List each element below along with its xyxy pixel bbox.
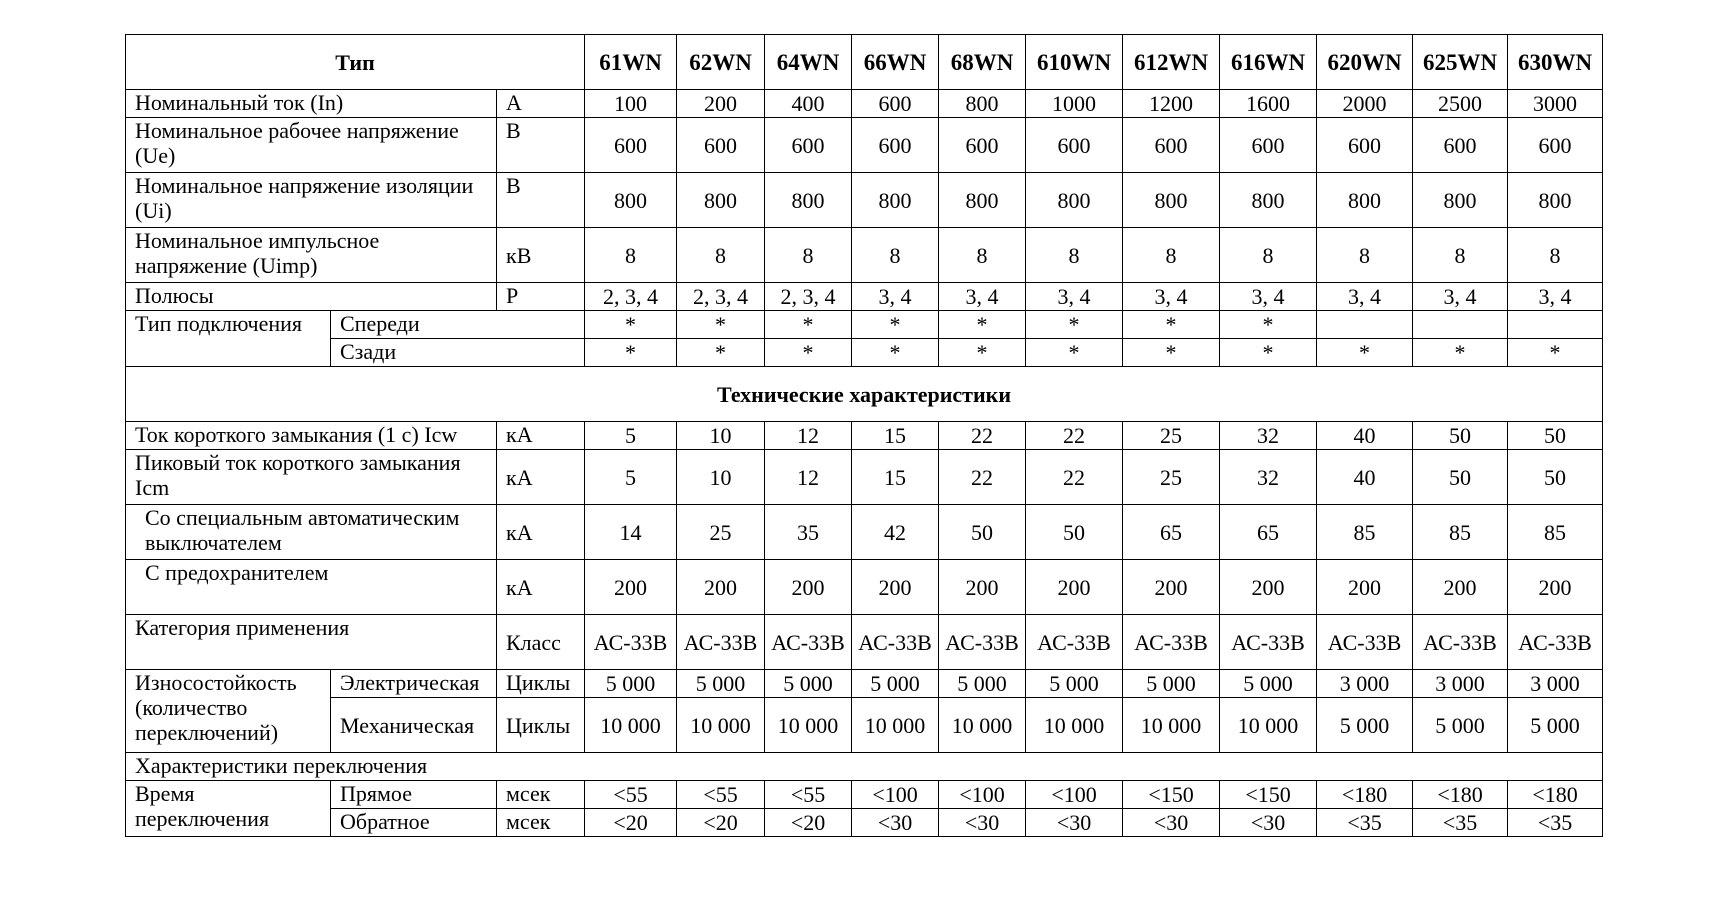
value-cell: 50	[939, 505, 1026, 560]
model-header: 66WN	[852, 35, 939, 90]
value-cell: 800	[1026, 173, 1123, 228]
table-row	[126, 339, 1603, 367]
value-cell: 5 000	[852, 670, 939, 698]
value-cell: 35	[765, 505, 852, 560]
value-cell: 2, 3, 4	[585, 283, 677, 311]
value-cell: <55	[677, 781, 765, 809]
row-label: Износостойкость (количество переключений)	[126, 670, 331, 753]
value-cell: <100	[852, 781, 939, 809]
value-cell: 40	[1317, 422, 1413, 450]
value-cell: 10	[677, 422, 765, 450]
value-cell: 25	[1123, 450, 1220, 505]
value-cell: 10 000	[1220, 698, 1317, 753]
value-cell: 2500	[1413, 90, 1508, 118]
value-cell: <55	[585, 781, 677, 809]
table-row	[126, 311, 1603, 339]
value-cell: 50	[1026, 505, 1123, 560]
table-row	[126, 118, 1603, 173]
value-cell: 50	[1508, 422, 1603, 450]
value-cell: 10 000	[852, 698, 939, 753]
value-cell: 8	[852, 228, 939, 283]
value-cell: <35	[1413, 809, 1508, 837]
unit-cell: кА	[497, 505, 585, 560]
unit-cell: Класс	[497, 615, 585, 670]
value-cell: 200	[1026, 560, 1123, 615]
header-row	[126, 35, 1603, 90]
value-cell: 3 000	[1413, 670, 1508, 698]
value-cell: 200	[1123, 560, 1220, 615]
value-cell: 800	[939, 90, 1026, 118]
value-cell: 200	[1508, 560, 1603, 615]
value-cell: 200	[939, 560, 1026, 615]
value-cell: *	[765, 339, 852, 367]
value-cell: 200	[765, 560, 852, 615]
value-cell: *	[1220, 339, 1317, 367]
value-cell: 600	[1413, 118, 1508, 173]
value-cell: 200	[677, 90, 765, 118]
value-cell: 3, 4	[1026, 283, 1123, 311]
value-cell: 5 000	[1026, 670, 1123, 698]
value-cell: 22	[939, 422, 1026, 450]
value-cell: 3, 4	[1413, 283, 1508, 311]
value-cell: 85	[1508, 505, 1603, 560]
value-cell: 200	[852, 560, 939, 615]
value-cell: 800	[677, 173, 765, 228]
value-cell: 200	[1220, 560, 1317, 615]
sub-label: Спереди	[331, 311, 585, 339]
unit-cell: кВ	[497, 228, 585, 283]
value-cell: АС-33В	[1123, 615, 1220, 670]
row-label: Характеристики переключения	[126, 753, 1603, 781]
value-cell: 800	[939, 173, 1026, 228]
table-row	[126, 173, 1603, 228]
value-cell: *	[585, 339, 677, 367]
value-cell: <180	[1508, 781, 1603, 809]
value-cell: 600	[852, 90, 939, 118]
value-cell: 5 000	[939, 670, 1026, 698]
value-cell: 800	[1220, 173, 1317, 228]
value-cell: 10	[677, 450, 765, 505]
value-cell: 12	[765, 422, 852, 450]
value-cell: *	[677, 311, 765, 339]
model-header: 61WN	[585, 35, 677, 90]
sub-label: Обратное	[331, 809, 497, 837]
row-label: Пиковый ток короткого замыкания Icm	[126, 450, 497, 505]
value-cell: 8	[585, 228, 677, 283]
value-cell: 800	[1413, 173, 1508, 228]
value-cell: *	[677, 339, 765, 367]
table-row	[126, 809, 1603, 837]
model-header: 610WN	[1026, 35, 1123, 90]
value-cell: *	[1026, 339, 1123, 367]
value-cell: АС-33В	[1508, 615, 1603, 670]
value-cell: 600	[1026, 118, 1123, 173]
value-cell: *	[1317, 339, 1413, 367]
value-cell: 5	[585, 422, 677, 450]
value-cell: 800	[852, 173, 939, 228]
value-cell: *	[852, 311, 939, 339]
value-cell: <20	[765, 809, 852, 837]
value-cell: 5 000	[1508, 698, 1603, 753]
value-cell: 10 000	[1123, 698, 1220, 753]
value-cell: 42	[852, 505, 939, 560]
value-cell: <20	[677, 809, 765, 837]
value-cell: АС-33В	[765, 615, 852, 670]
unit-cell: P	[497, 283, 585, 311]
row-label: С предохранителем	[126, 560, 497, 615]
value-cell: 3 000	[1508, 670, 1603, 698]
value-cell: 5 000	[1220, 670, 1317, 698]
sub-label: Электрическая	[331, 670, 497, 698]
value-cell: 600	[1508, 118, 1603, 173]
value-cell	[1413, 311, 1508, 339]
value-cell: 800	[1508, 173, 1603, 228]
table-row	[126, 781, 1603, 809]
value-cell: 40	[1317, 450, 1413, 505]
section-title: Технические характеристики	[126, 367, 1603, 422]
value-cell: <30	[1123, 809, 1220, 837]
value-cell: 10 000	[939, 698, 1026, 753]
value-cell: 25	[677, 505, 765, 560]
value-cell: 800	[585, 173, 677, 228]
value-cell: 32	[1220, 422, 1317, 450]
value-cell: 3 000	[1317, 670, 1413, 698]
value-cell: *	[1220, 311, 1317, 339]
model-header: 62WN	[677, 35, 765, 90]
table-row	[126, 615, 1603, 670]
value-cell: 15	[852, 422, 939, 450]
value-cell: 5 000	[765, 670, 852, 698]
value-cell: *	[1123, 339, 1220, 367]
value-cell: 3, 4	[1508, 283, 1603, 311]
value-cell: 5 000	[1317, 698, 1413, 753]
value-cell: *	[1123, 311, 1220, 339]
sub-label: Механическая	[331, 698, 497, 753]
unit-cell: А	[497, 90, 585, 118]
model-header: 612WN	[1123, 35, 1220, 90]
value-cell: 65	[1123, 505, 1220, 560]
value-cell: 3, 4	[1317, 283, 1413, 311]
value-cell: 5	[585, 450, 677, 505]
value-cell: 15	[852, 450, 939, 505]
value-cell: АС-33В	[1026, 615, 1123, 670]
table-row	[126, 753, 1603, 781]
value-cell: <55	[765, 781, 852, 809]
unit-cell: мсек	[497, 809, 585, 837]
table-row	[126, 560, 1603, 615]
value-cell: 14	[585, 505, 677, 560]
value-cell: 8	[1123, 228, 1220, 283]
row-label: Номинальное рабочее напряжение (Ue)	[126, 118, 497, 173]
value-cell: 3000	[1508, 90, 1603, 118]
value-cell: АС-33В	[1317, 615, 1413, 670]
value-cell: АС-33В	[1220, 615, 1317, 670]
row-label: Время переключения	[126, 781, 331, 837]
value-cell: 2000	[1317, 90, 1413, 118]
model-header: 630WN	[1508, 35, 1603, 90]
table-row	[126, 450, 1603, 505]
value-cell: 65	[1220, 505, 1317, 560]
value-cell: 5 000	[677, 670, 765, 698]
value-cell: 22	[1026, 450, 1123, 505]
value-cell: 600	[1123, 118, 1220, 173]
value-cell: 85	[1413, 505, 1508, 560]
value-cell: 3, 4	[939, 283, 1026, 311]
value-cell: *	[852, 339, 939, 367]
value-cell: *	[1508, 339, 1603, 367]
value-cell: 200	[585, 560, 677, 615]
value-cell: 3, 4	[1220, 283, 1317, 311]
value-cell: <150	[1123, 781, 1220, 809]
row-label: Со специальным автоматическим выключателем	[126, 505, 497, 560]
value-cell: 600	[1220, 118, 1317, 173]
value-cell: 10 000	[765, 698, 852, 753]
value-cell: АС-33В	[585, 615, 677, 670]
value-cell: 10 000	[585, 698, 677, 753]
row-label: Номинальное импульсное напряжение (Uimp)	[126, 228, 497, 283]
value-cell: 5 000	[1413, 698, 1508, 753]
value-cell: 3, 4	[1123, 283, 1220, 311]
value-cell: 22	[939, 450, 1026, 505]
value-cell: 800	[1317, 173, 1413, 228]
model-header: 620WN	[1317, 35, 1413, 90]
value-cell: 12	[765, 450, 852, 505]
model-header: 616WN	[1220, 35, 1317, 90]
row-label: Тип подключения	[126, 311, 331, 367]
value-cell	[1508, 311, 1603, 339]
value-cell: АС-33В	[677, 615, 765, 670]
value-cell: <30	[852, 809, 939, 837]
row-label: Ток короткого замыкания (1 с) Icw	[126, 422, 497, 450]
value-cell: 10 000	[1026, 698, 1123, 753]
specifications-table	[125, 34, 1603, 837]
table-row	[126, 670, 1603, 698]
value-cell: 50	[1508, 450, 1603, 505]
value-cell: <100	[939, 781, 1026, 809]
unit-cell: кА	[497, 422, 585, 450]
model-header: 64WN	[765, 35, 852, 90]
value-cell: 1600	[1220, 90, 1317, 118]
value-cell: 600	[852, 118, 939, 173]
value-cell: АС-33В	[852, 615, 939, 670]
value-cell: <150	[1220, 781, 1317, 809]
value-cell: 100	[585, 90, 677, 118]
value-cell: 50	[1413, 450, 1508, 505]
value-cell: 8	[1026, 228, 1123, 283]
value-cell: 2, 3, 4	[677, 283, 765, 311]
value-cell	[1317, 311, 1413, 339]
row-label: Категория применения	[126, 615, 497, 670]
table-row	[126, 698, 1603, 753]
value-cell: <30	[939, 809, 1026, 837]
value-cell: 600	[939, 118, 1026, 173]
unit-cell: мсек	[497, 781, 585, 809]
value-cell: 400	[765, 90, 852, 118]
value-cell: 2, 3, 4	[765, 283, 852, 311]
unit-cell: В	[497, 173, 585, 228]
value-cell: 1000	[1026, 90, 1123, 118]
value-cell: 5 000	[585, 670, 677, 698]
row-label: Полюсы	[126, 283, 497, 311]
value-cell: 8	[1508, 228, 1603, 283]
value-cell: *	[1413, 339, 1508, 367]
type-header: Тип	[126, 35, 585, 90]
model-header: 625WN	[1413, 35, 1508, 90]
value-cell: 8	[1220, 228, 1317, 283]
value-cell: 600	[677, 118, 765, 173]
value-cell: 8	[765, 228, 852, 283]
value-cell: *	[1026, 311, 1123, 339]
sub-label: Сзади	[331, 339, 585, 367]
value-cell: 8	[1317, 228, 1413, 283]
value-cell: 200	[677, 560, 765, 615]
value-cell: <100	[1026, 781, 1123, 809]
value-cell: АС-33В	[1413, 615, 1508, 670]
table-row	[126, 422, 1603, 450]
value-cell: 8	[939, 228, 1026, 283]
table-row	[126, 505, 1603, 560]
value-cell: 600	[765, 118, 852, 173]
value-cell: <20	[585, 809, 677, 837]
sub-label: Прямое	[331, 781, 497, 809]
value-cell: 600	[1317, 118, 1413, 173]
value-cell: 3, 4	[852, 283, 939, 311]
unit-cell: кА	[497, 560, 585, 615]
row-label: Номинальный ток (In)	[126, 90, 497, 118]
value-cell: 8	[1413, 228, 1508, 283]
value-cell: 50	[1413, 422, 1508, 450]
value-cell: 85	[1317, 505, 1413, 560]
value-cell: <35	[1317, 809, 1413, 837]
value-cell: 200	[1413, 560, 1508, 615]
value-cell: *	[585, 311, 677, 339]
value-cell: *	[765, 311, 852, 339]
value-cell: АС-33В	[939, 615, 1026, 670]
value-cell: <30	[1220, 809, 1317, 837]
value-cell: 22	[1026, 422, 1123, 450]
table-row	[126, 283, 1603, 311]
unit-cell: Циклы	[497, 698, 585, 753]
row-label: Номинальное напряжение изоляции (Ui)	[126, 173, 497, 228]
value-cell: <180	[1317, 781, 1413, 809]
value-cell: <35	[1508, 809, 1603, 837]
value-cell: <30	[1026, 809, 1123, 837]
unit-cell: Циклы	[497, 670, 585, 698]
value-cell: 32	[1220, 450, 1317, 505]
value-cell: 25	[1123, 422, 1220, 450]
value-cell: 800	[765, 173, 852, 228]
value-cell: <180	[1413, 781, 1508, 809]
value-cell: 5 000	[1123, 670, 1220, 698]
value-cell: *	[939, 339, 1026, 367]
value-cell: 10 000	[677, 698, 765, 753]
table-row	[126, 90, 1603, 118]
value-cell: 800	[1123, 173, 1220, 228]
section-row	[126, 367, 1603, 422]
table-row	[126, 228, 1603, 283]
value-cell: 8	[677, 228, 765, 283]
value-cell: 1200	[1123, 90, 1220, 118]
value-cell: 200	[1317, 560, 1413, 615]
unit-cell: В	[497, 118, 585, 173]
value-cell: 600	[585, 118, 677, 173]
model-header: 68WN	[939, 35, 1026, 90]
value-cell: *	[939, 311, 1026, 339]
unit-cell: кА	[497, 450, 585, 505]
